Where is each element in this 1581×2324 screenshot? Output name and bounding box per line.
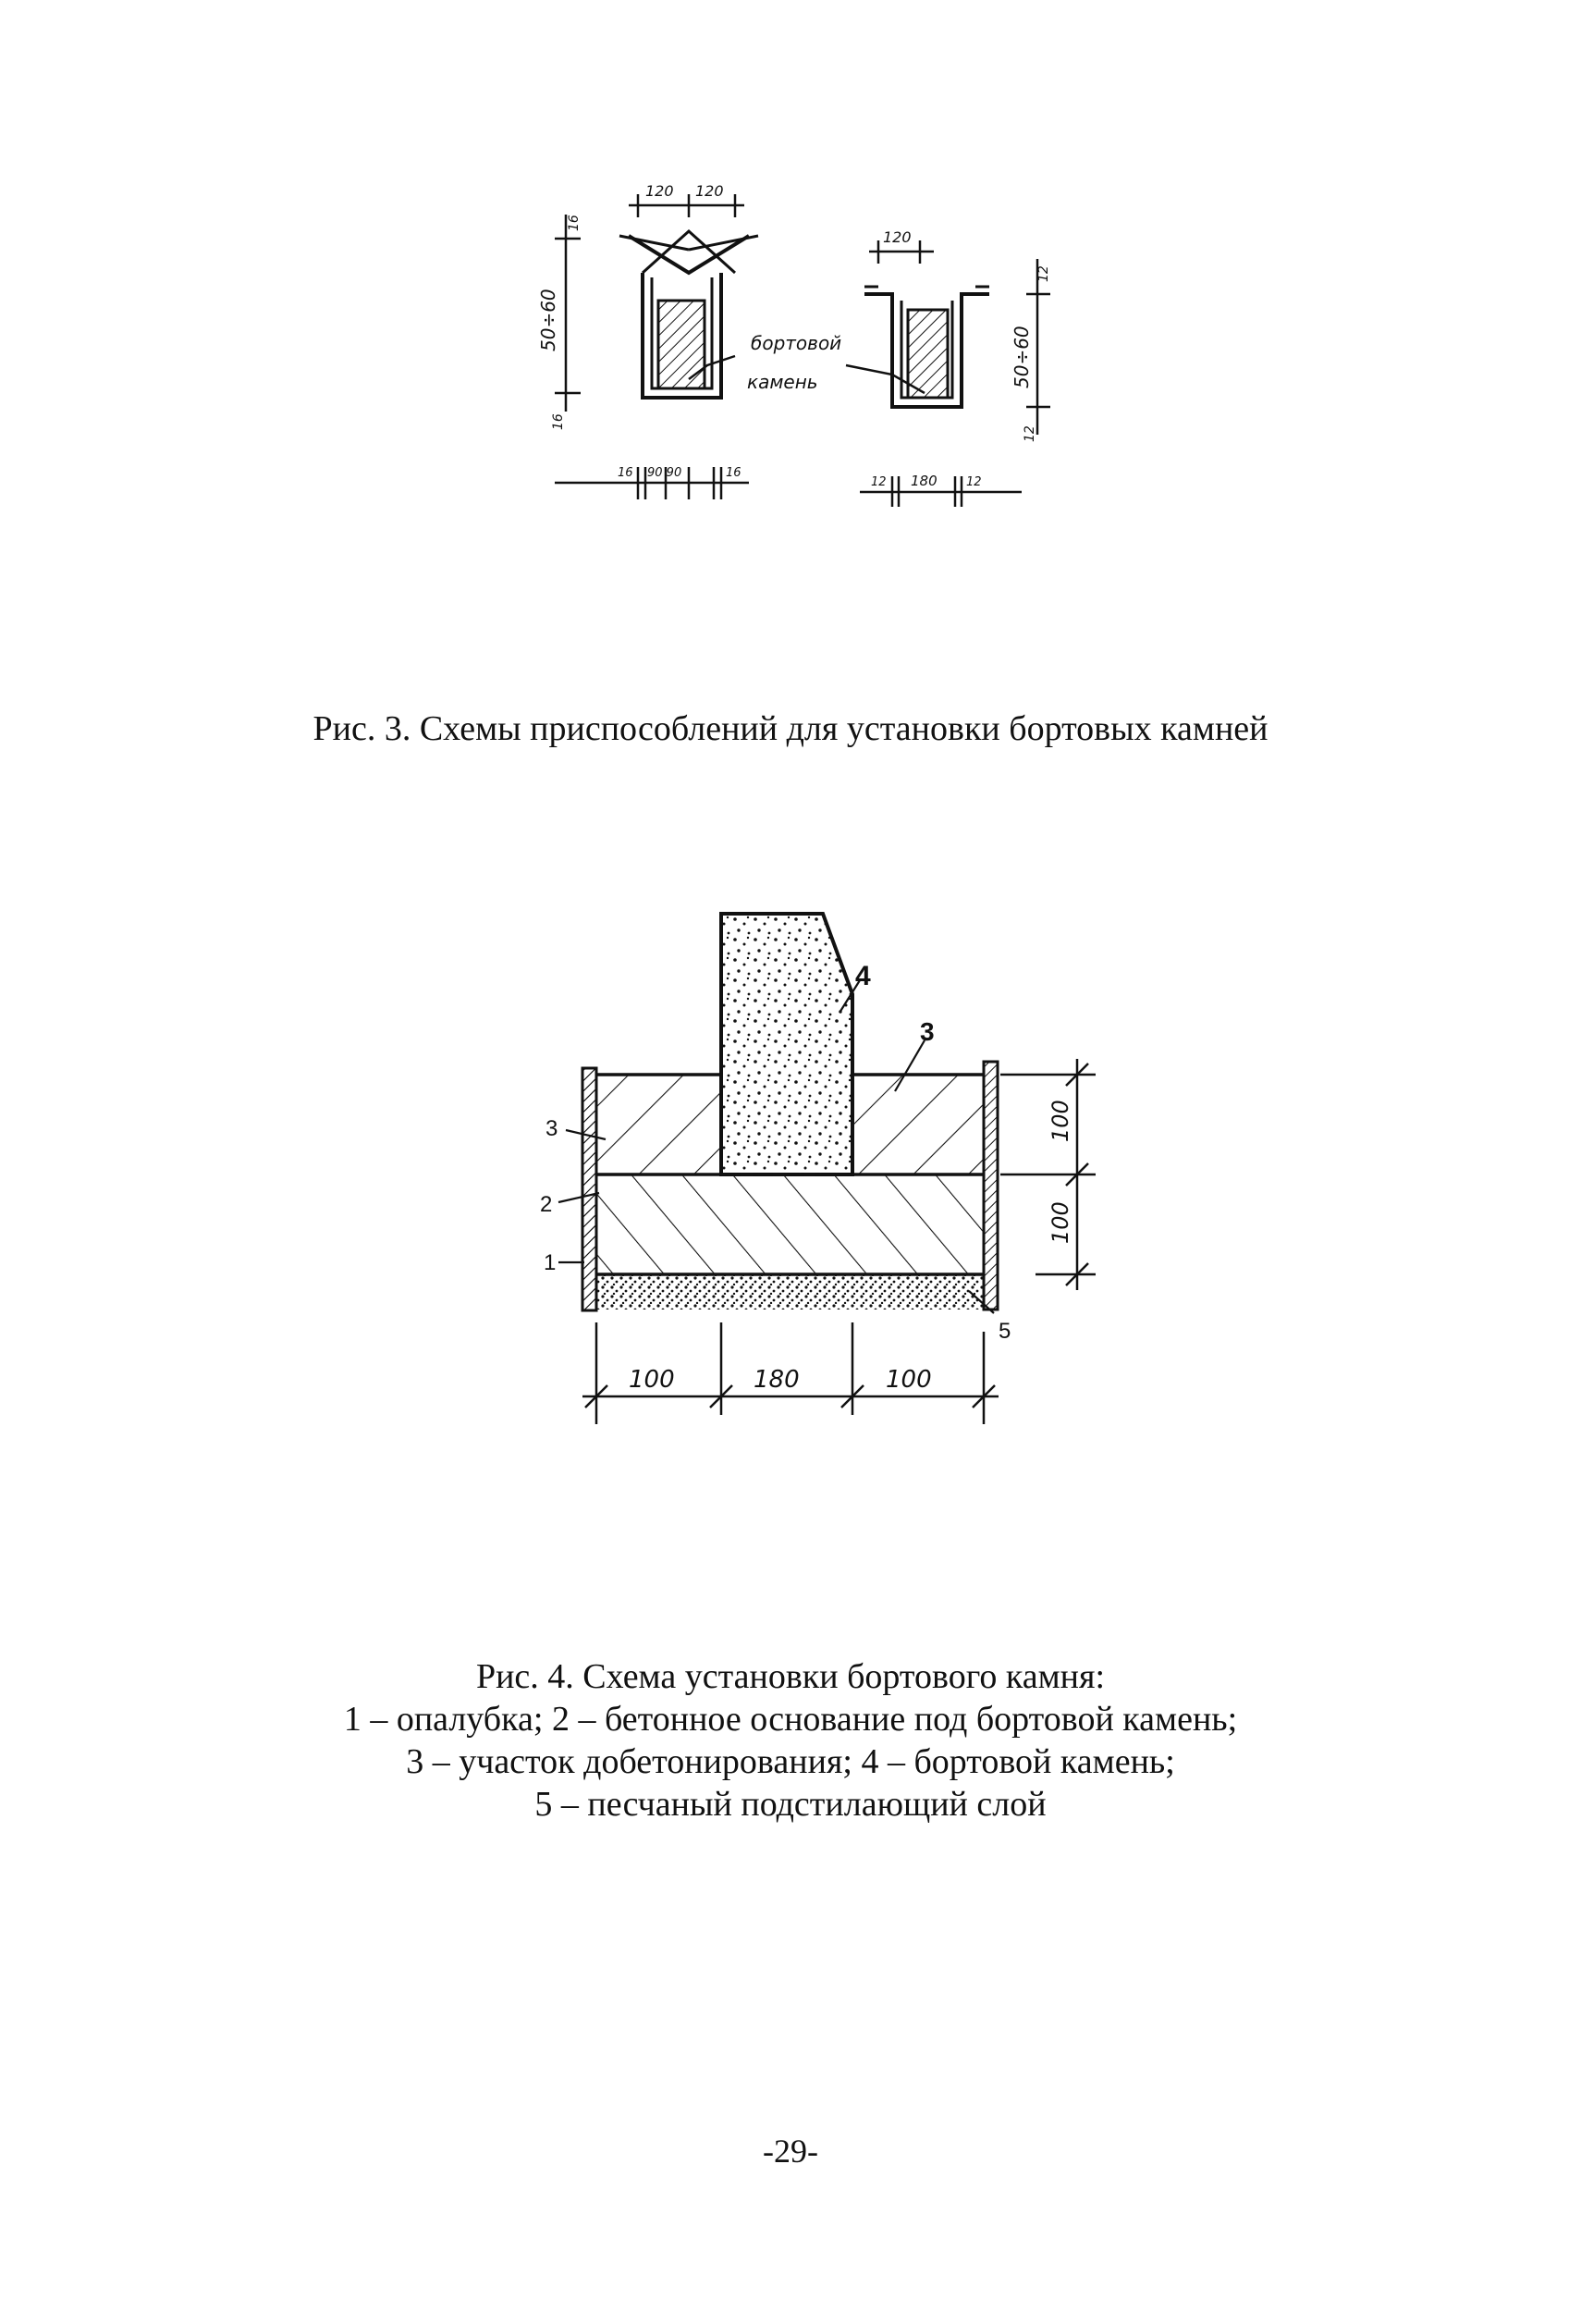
dim-right-top-small: 12: [1036, 265, 1051, 282]
figure-4-caption-title: Рис. 4. Схема установки бортового камня:: [475, 1657, 1106, 1696]
dim-right-height: 50÷60: [1011, 326, 1033, 388]
concrete-base: [596, 1174, 984, 1274]
figure-4-legend-line-2: 3 – участок добетонирования; 4 – бортовой камень;: [406, 1742, 1175, 1781]
dim-left-height: 50÷60: [537, 289, 559, 351]
dim-left-bottom-b: 16: [726, 466, 741, 480]
curb-label-line1: бортовой: [751, 332, 842, 354]
curb-label-line2: камень: [747, 371, 818, 393]
figure-4-legend-line-3: 5 – песчаный подстилающий слой: [534, 1785, 1047, 1824]
fill-area-top-right: [852, 1075, 984, 1174]
callout-2: 2: [540, 1192, 553, 1217]
dim-right-bottom-a: 12: [871, 475, 887, 489]
fig4-dim-bottom-right: 100: [886, 1366, 932, 1394]
fig4-dim-right-top: 100: [1048, 1100, 1073, 1142]
dim-right-bottom-b: 12: [966, 475, 982, 489]
dim-left-bottom-mid: 90 90: [647, 466, 682, 480]
figure-4-legend-line-1: 1 – опалубка; 2 – бетонное основание под бортовой камень;: [343, 1700, 1238, 1739]
fig4-dim-bottom-left: 100: [629, 1366, 675, 1394]
dim-left-bottom-a: 16: [618, 466, 633, 480]
fig4-right-dimension: [1000, 1059, 1096, 1290]
figure-3-caption: Рис. 3. Схемы приспособлений для установки бортовых камней: [313, 709, 1268, 748]
dim-left-bottom-small: 16: [551, 413, 566, 430]
callout-3-right: 3: [920, 1017, 935, 1046]
callout-3-left: 3: [545, 1116, 558, 1141]
callout-5: 5: [999, 1319, 1011, 1344]
sand-layer: [596, 1274, 984, 1310]
fill-area-top-left: [596, 1075, 721, 1174]
dim-right-bottom-small: 12: [1023, 425, 1037, 442]
dim-right-top: 120: [883, 228, 912, 246]
dim-left-top-small: 16: [567, 215, 582, 231]
dim-left-top-a: 120: [645, 182, 674, 200]
fig4-dim-bottom-mid: 180: [754, 1366, 800, 1394]
fig4-dim-right-bottom: 100: [1048, 1201, 1073, 1244]
callout-1: 1: [544, 1250, 557, 1275]
callout-4: 4: [855, 961, 871, 991]
dim-left-top-b: 120: [695, 182, 724, 200]
dim-right-bottom-mid: 180: [911, 473, 938, 489]
page-number: -29-: [763, 2133, 818, 2170]
